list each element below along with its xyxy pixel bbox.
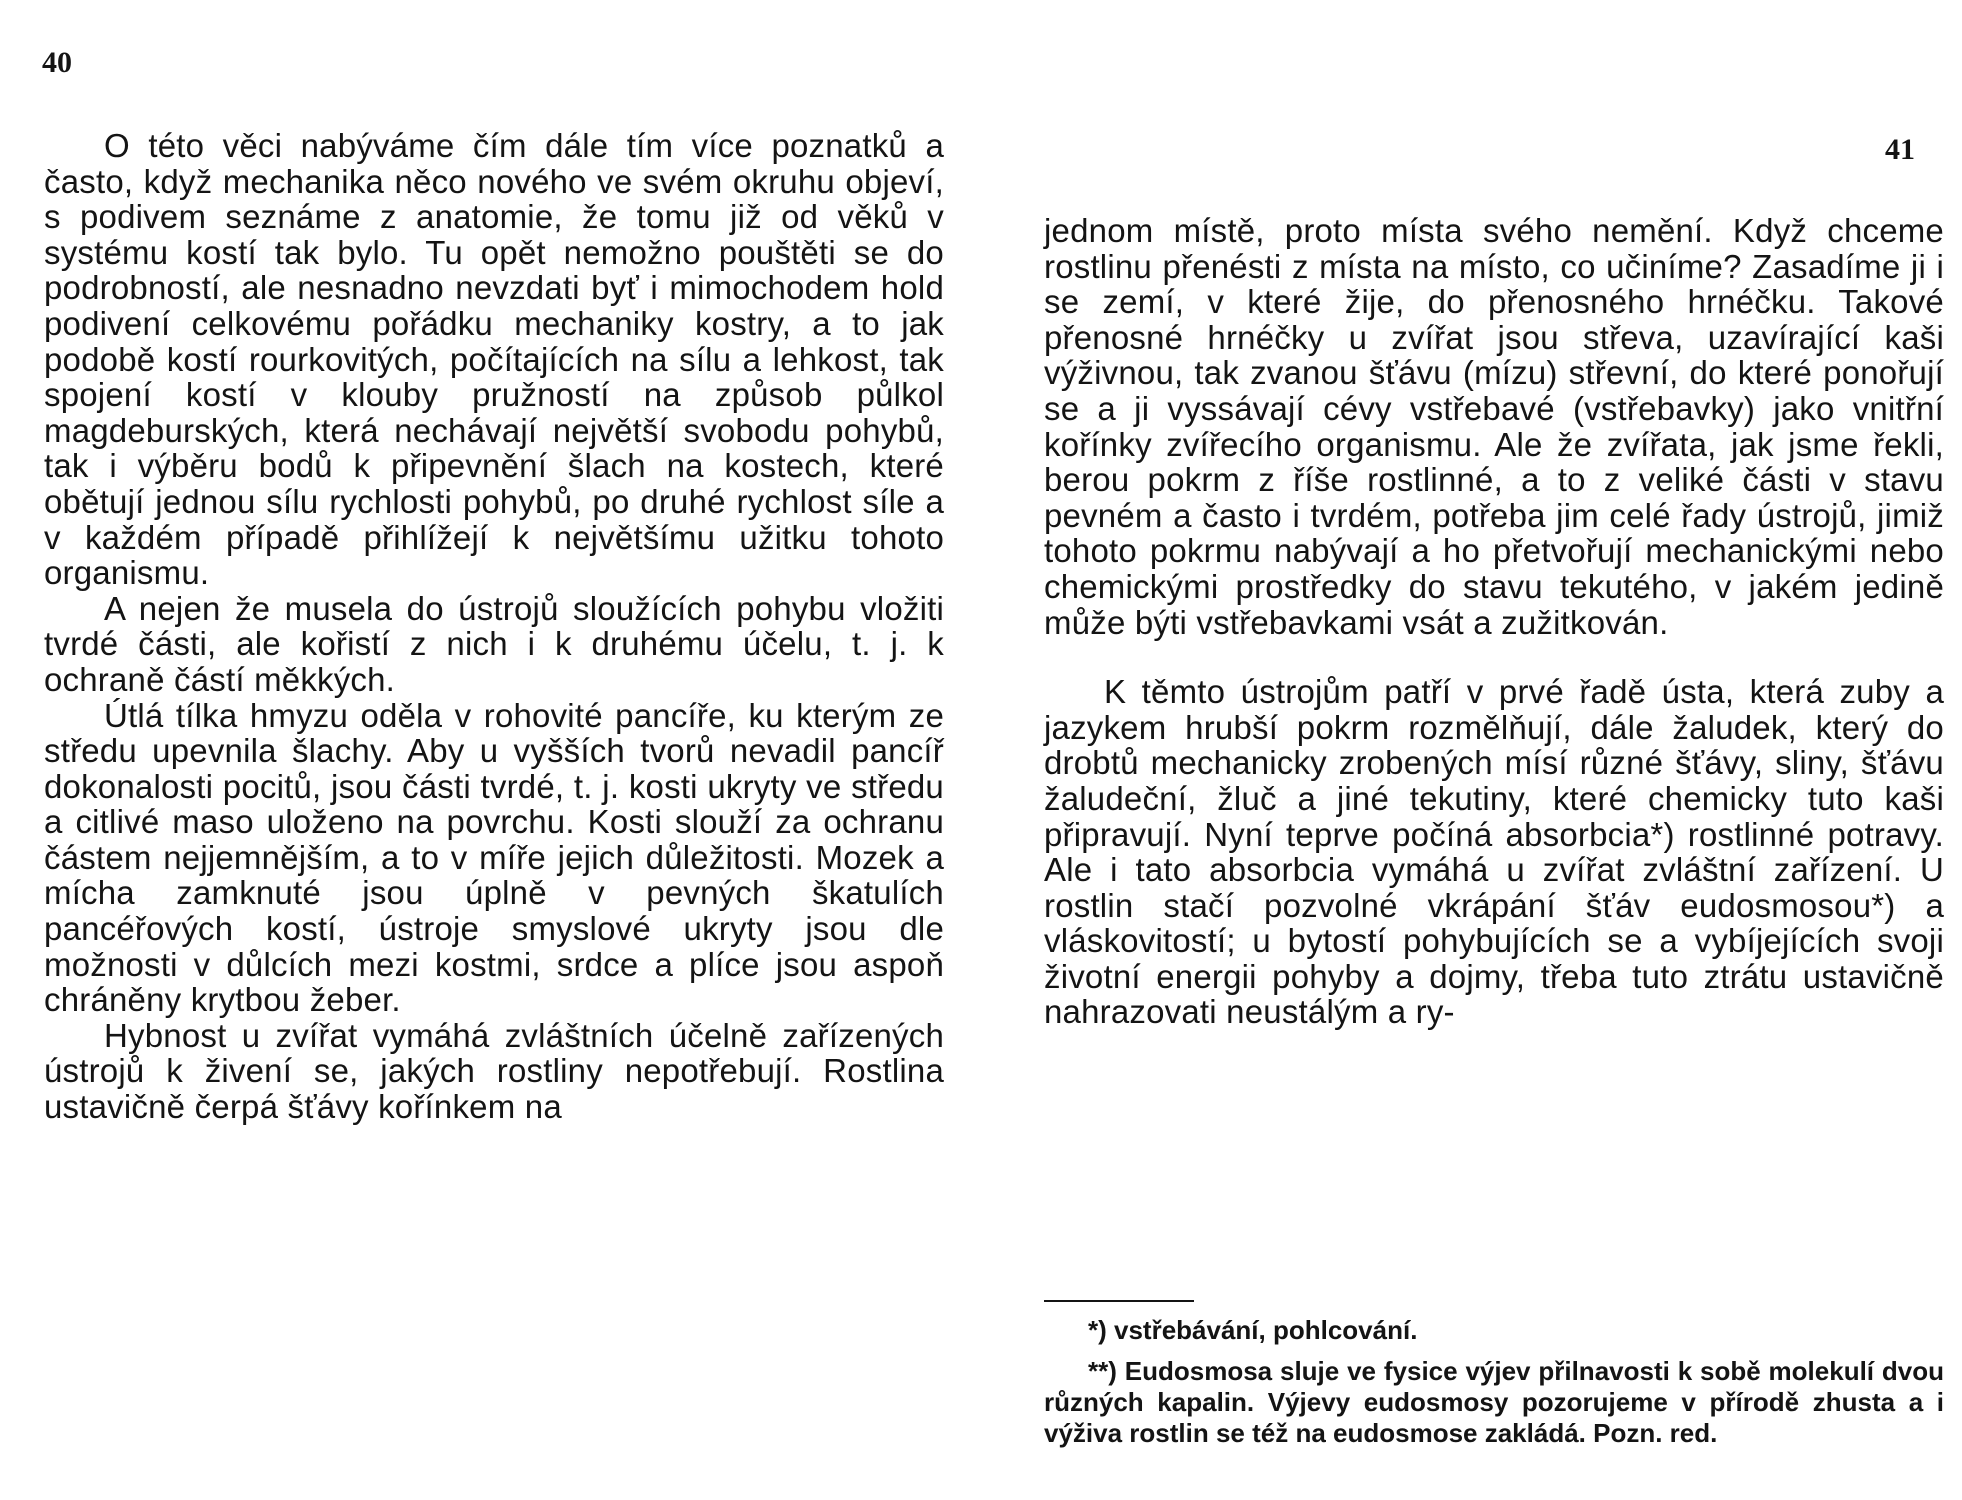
footnotes (1044, 1315, 1944, 1449)
paragraph: Útlá tílka hmyzu oděla v rohovité pancíře, ku kterým ze středu upevnila šlachy. Aby u vyšších tvorů nevadil pancíř dokonalosti pocitů, jsou části tvrdé, t. j. kosti ukryty ve středu a citlivé maso uloženo na povrchu. Kosti slouží za ochranu částem nejjemnějším, a to v míře jejich důležitosti. Mozek a mícha zamknuté jsou úplně v pevných škatulích pancéřových kostí, ústroje smyslové ukryty jsou dle možnosti v důlcích mezi kostmi, srdce a plíce jsou aspoň chráněny krytbou žeber. (44, 696, 944, 1019)
paragraph: Hybnost u zvířat vymáhá zvláštních účelně zařízených ústrojů k živení se, jakých rostliny nepotřebují. Rostlina ustavičně čerpá šťávy kořínkem na (44, 1016, 944, 1126)
left-text-column (44, 128, 944, 1125)
right-page (1000, 0, 1962, 1500)
paragraph: O této věci nabýváme čím dále tím více poznatků a často, když mechanika něco nového ve svém okruhu objeví, s podivem seznáme z anatomie, že tomu již od věků v systému kostí tak bylo. Tu opět nemožno pouštěti se do podrobností, ale nesnadno nevzdati byť i mimochodem hold podivení celkovému pořádku mechaniky kostry, a to jak podobě kostí rourkovitých, počítajících na sílu a lehkost, tak spojení kostí v klouby pružností na způsob půlkol magdeburských, která nechávají největší svobodu pohybů, tak i výběru bodů k připevnění šlach na kostech, které obětují jednou sílu rychlosti pohybů, po druhé rychlost síle a v každém případě přihlížejí k největšímu užitku tohoto organismu. (44, 127, 944, 592)
page-number-left: 40 (42, 46, 72, 79)
page-number-right: 41 (1885, 133, 1915, 166)
footnote-divider (1044, 1300, 1194, 1302)
paragraph: K těmto ústrojům patří v prvé řadě ústa, která zuby a jazykem hrubší pokrm rozmělňují, dále žaludek, který do drobtů mechanicky zrobených mísí různé šťávy, sliny, šťávu žaludeční, žluč a jiné tekutiny, které chemicky tuto kaši připravují. Nyní teprve počíná absorbcia*) rostlinné potravy. Ale i tato absorbcia vymáhá u zvířat zvláštní zařízení. U rostlin stačí pozvolné vkrápání šťáv eudosmosou*) a vláskovitostí; u bytostí pohybujících se a vybíjejících svoji životní energii pohyby a dojmy, třeba tuto ztrátu ustavičně nahrazovati neustálým a ry- (1044, 673, 1944, 1031)
footnote: *) vstřebávání, pohlcování. (1088, 1315, 1418, 1345)
paragraph: jednom místě, proto místa svého nemění. Když chceme rostlinu přenésti z místa na místo, co učiníme? Zasadíme ji i se zemí, v které žije, do přenosného hrnéčku. Takové přenosné hrnéčky u zvířat jsou střeva, uzavírající kaši výživnou, tak zvanou šťávu (mízu) střevní, do které ponořují se a ji vyssávají cévy vstřebavé (vstřebavky) jako vnitřní kořínky zvířecího organismu. Ale že zvířata, jak jsme řekli, berou pokrm z říše rostlinné, a to z veliké části v stavu pevném a často i tvrdém, potřeba jim celé řady ústrojů, jimiž tohoto pokrmu nabývají a ho přetvořují mechanickými nebo chemickými prostředky do stavu tekutého, v jakém jedině může býti vstřebavkami vsát a zužitkován. (1044, 212, 1944, 641)
right-text-column (1044, 213, 1944, 1030)
left-page (0, 0, 960, 1500)
footnote: **) Eudosmosa sluje ve fysice výjev přilnavosti k sobě molekulí dvou různých kapalin. Výjevy eudosmosy pozorujeme v přírodě zhusta a i výživa rostlin se též na eudosmose zakládá. Pozn. red. (1044, 1356, 1944, 1448)
paragraph: A nejen že musela do ústrojů sloužících pohybu vložiti tvrdé části, ale kořistí z nich i k druhému účelu, t. j. k ochraně částí měkkých. (44, 589, 944, 698)
